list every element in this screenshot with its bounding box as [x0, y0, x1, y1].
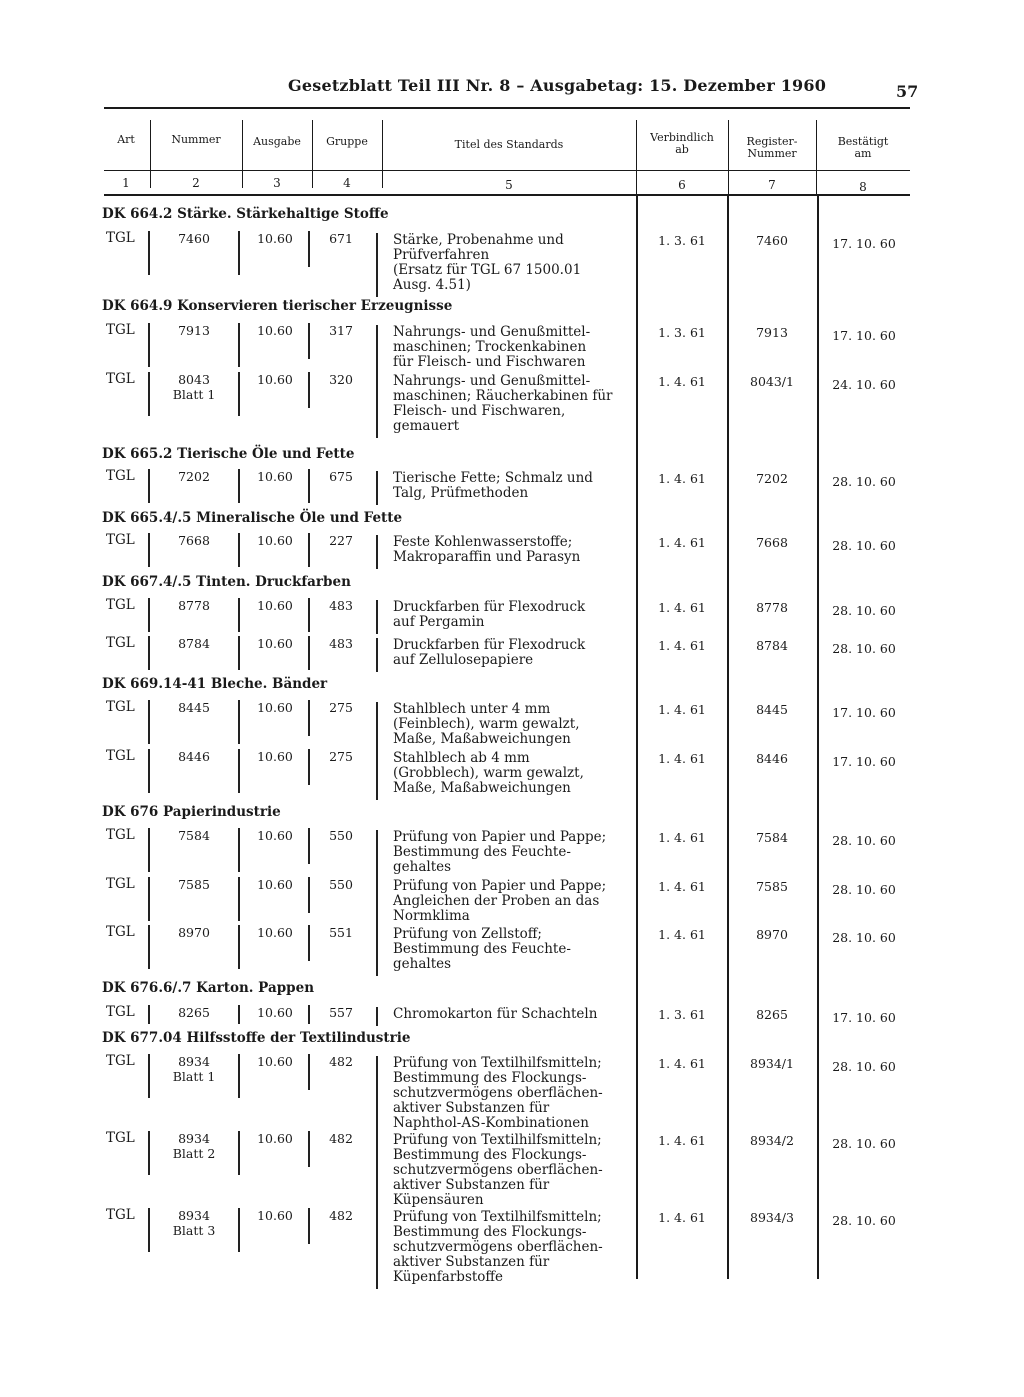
row-verbindlich: 1. 4. 61	[658, 830, 706, 845]
row-verbindlich: 1. 4. 61	[658, 535, 706, 550]
cell-divider	[308, 1208, 310, 1244]
row-bestaetigt: 17. 10. 60	[832, 1010, 896, 1025]
row-nummer: 7202	[178, 469, 210, 484]
cell-divider	[148, 372, 150, 416]
cell-divider	[238, 700, 240, 744]
row-titel: Stahlblech unter 4 mm (Feinblech), warm gewalzt, Maße, Maßabweichungen	[393, 701, 580, 747]
row-ausgabe: 10.60	[257, 598, 293, 613]
row-register: 8265	[756, 1007, 788, 1022]
cell-divider	[308, 323, 310, 359]
row-ausgabe: 10.60	[257, 1005, 293, 1020]
row-nummer: 8446	[178, 749, 210, 764]
row-titel: Tierische Fette; Schmalz und Talg, Prüfmethoden	[393, 470, 593, 501]
row-ausgabe: 10.60	[257, 469, 293, 484]
col-number-1: 1	[122, 176, 130, 190]
row-gruppe: 675	[329, 469, 353, 484]
row-art: TGL	[106, 322, 135, 338]
row-nummer: 7913	[178, 323, 210, 338]
row-ausgabe: 10.60	[257, 828, 293, 843]
cell-divider	[238, 877, 240, 921]
row-bestaetigt: 28. 10. 60	[832, 1136, 896, 1151]
row-bestaetigt: 24. 10. 60	[832, 377, 896, 392]
row-nummer: 8970	[178, 925, 210, 940]
row-gruppe: 227	[329, 533, 353, 548]
col-header-ausgabe: Ausgabe	[253, 135, 301, 148]
section-title: DK 665.2 Tierische Öle und Fette	[102, 446, 355, 462]
section-title: DK 669.14-41 Bleche. Bänder	[102, 676, 328, 692]
cell-divider	[238, 828, 240, 872]
row-bestaetigt: 17. 10. 60	[832, 236, 896, 251]
row-art: TGL	[106, 748, 135, 764]
row-ausgabe: 10.60	[257, 323, 293, 338]
row-ausgabe: 10.60	[257, 700, 293, 715]
row-art: TGL	[106, 597, 135, 613]
cell-divider	[308, 372, 310, 408]
cell-divider	[308, 1005, 310, 1024]
section-title: DK 664.2 Stärke. Stärkehaltige Stoffe	[102, 206, 389, 222]
row-ausgabe: 10.60	[257, 877, 293, 892]
cell-divider	[148, 828, 150, 872]
row-bestaetigt: 28. 10. 60	[832, 1213, 896, 1228]
row-titel: Prüfung von Papier und Pappe; Bestimmung des Feuchte- gehaltes	[393, 829, 607, 875]
cell-divider	[148, 1208, 150, 1252]
col-number-7: 7	[768, 178, 776, 192]
row-art: TGL	[106, 532, 135, 548]
row-nummer: 8934 Blatt 2	[172, 1131, 216, 1161]
row-bestaetigt: 28. 10. 60	[832, 603, 896, 618]
cell-divider	[148, 598, 150, 632]
cell-divider	[148, 533, 150, 567]
cell-divider	[238, 925, 240, 969]
cell-divider	[148, 700, 150, 744]
cell-divider	[376, 927, 378, 976]
row-verbindlich: 1. 4. 61	[658, 638, 706, 653]
row-gruppe: 483	[329, 636, 353, 651]
row-gruppe: 557	[329, 1005, 353, 1020]
col-header-register: Register- Nummer	[746, 135, 798, 160]
row-nummer: 8043 Blatt 1	[172, 372, 216, 402]
row-titel: Nahrungs- und Genußmittel- maschinen; Trockenkabinen für Fleisch- und Fischwaren	[393, 324, 591, 370]
cell-divider	[148, 323, 150, 367]
row-titel: Stahlblech ab 4 mm (Grobblech), warm gewalzt, Maße, Maßabweichungen	[393, 750, 584, 796]
cell-divider	[376, 325, 378, 374]
cell-divider	[308, 598, 310, 632]
row-titel: Druckfarben für Flexodruck auf Zellulosepapiere	[393, 637, 586, 668]
row-gruppe: 671	[329, 231, 353, 246]
row-verbindlich: 1. 4. 61	[658, 927, 706, 942]
row-art: TGL	[106, 1004, 135, 1020]
cell-divider	[238, 636, 240, 670]
row-titel: Prüfung von Textilhilfsmitteln; Bestimmung des Flockungs- schutzvermögens oberflächen- aktiver Substanzen für Küpenfarbstoffe	[393, 1209, 603, 1285]
row-gruppe: 482	[329, 1131, 353, 1146]
row-titel: Chromokarton für Schachteln	[393, 1006, 598, 1022]
row-nummer: 7585	[178, 877, 210, 892]
section-title: DK 676.6/.7 Karton. Pappen	[102, 980, 315, 996]
cell-divider	[238, 1208, 240, 1252]
row-gruppe: 483	[329, 598, 353, 613]
cell-divider	[238, 1005, 240, 1024]
cell-divider	[148, 469, 150, 503]
row-register: 8778	[756, 600, 788, 615]
row-register: 7584	[756, 830, 788, 845]
row-gruppe: 275	[329, 700, 353, 715]
col-header-gruppe: Gruppe	[326, 135, 368, 148]
row-gruppe: 482	[329, 1054, 353, 1069]
row-verbindlich: 1. 4. 61	[658, 879, 706, 894]
cell-divider	[238, 469, 240, 503]
cell-divider	[148, 749, 150, 793]
col-header-titel: Titel des Standards	[454, 138, 564, 151]
row-register: 8934/3	[750, 1210, 794, 1225]
row-ausgabe: 10.60	[257, 749, 293, 764]
row-nummer: 7668	[178, 533, 210, 548]
row-verbindlich: 1. 4. 61	[658, 374, 706, 389]
cell-divider	[308, 231, 310, 267]
row-art: TGL	[106, 699, 135, 715]
row-verbindlich: 1. 4. 61	[658, 751, 706, 766]
row-gruppe: 551	[329, 925, 353, 940]
row-register: 8934/1	[750, 1056, 794, 1071]
row-register: 8934/2	[750, 1133, 794, 1148]
row-gruppe: 550	[329, 877, 353, 892]
cell-divider	[308, 1131, 310, 1167]
row-bestaetigt: 17. 10. 60	[832, 754, 896, 769]
row-art: TGL	[106, 876, 135, 892]
row-verbindlich: 1. 3. 61	[658, 325, 706, 340]
cell-divider	[376, 535, 378, 569]
row-art: TGL	[106, 1053, 135, 1069]
row-nummer: 8778	[178, 598, 210, 613]
cell-divider	[376, 879, 378, 928]
cell-divider	[376, 830, 378, 879]
cell-divider	[238, 231, 240, 275]
cell-divider	[148, 1131, 150, 1175]
cell-divider	[376, 751, 378, 800]
cell-divider	[148, 1054, 150, 1098]
col-header-verbindlich: Verbindlich ab	[650, 131, 714, 156]
row-ausgabe: 10.60	[257, 231, 293, 246]
row-art: TGL	[106, 371, 135, 387]
col-number-8: 8	[859, 180, 867, 194]
cell-divider	[148, 636, 150, 670]
row-bestaetigt: 17. 10. 60	[832, 328, 896, 343]
cell-divider	[376, 374, 378, 438]
cell-divider	[238, 1131, 240, 1175]
row-ausgabe: 10.60	[257, 372, 293, 387]
cell-divider	[376, 638, 378, 672]
row-verbindlich: 1. 3. 61	[658, 233, 706, 248]
row-register: 7460	[756, 233, 788, 248]
row-nummer: 7460	[178, 231, 210, 246]
cell-divider	[238, 372, 240, 416]
cell-divider	[238, 749, 240, 793]
col-header-bestaetigt: Bestätigt am	[837, 135, 889, 160]
cell-divider	[308, 469, 310, 503]
row-register: 8445	[756, 702, 788, 717]
col-number-2: 2	[192, 176, 200, 190]
col-number-6: 6	[678, 178, 686, 192]
row-gruppe: 550	[329, 828, 353, 843]
row-bestaetigt: 28. 10. 60	[832, 1059, 896, 1074]
row-register: 7585	[756, 879, 788, 894]
row-register: 8970	[756, 927, 788, 942]
row-ausgabe: 10.60	[257, 636, 293, 651]
cell-divider	[148, 1005, 150, 1024]
row-nummer: 8934 Blatt 1	[172, 1054, 216, 1084]
row-bestaetigt: 28. 10. 60	[832, 833, 896, 848]
row-titel: Feste Kohlenwasserstoffe; Makroparaffin und Parasyn	[393, 534, 581, 565]
row-art: TGL	[106, 1207, 135, 1223]
col-number-5: 5	[505, 178, 513, 192]
cell-divider	[376, 471, 378, 505]
row-bestaetigt: 28. 10. 60	[832, 474, 896, 489]
row-nummer: 7584	[178, 828, 210, 843]
row-titel: Stärke, Probenahme und Prüfverfahren (Ersatz für TGL 67 1500.01 Ausg. 4.51)	[393, 232, 582, 293]
row-nummer: 8265	[178, 1005, 210, 1020]
row-verbindlich: 1. 4. 61	[658, 1210, 706, 1225]
cell-divider	[148, 925, 150, 969]
row-nummer: 8934 Blatt 3	[172, 1208, 216, 1238]
row-titel: Druckfarben für Flexodruck auf Pergamin	[393, 599, 586, 630]
row-verbindlich: 1. 4. 61	[658, 1056, 706, 1071]
row-titel: Prüfung von Zellstoff; Bestimmung des Feuchte- gehaltes	[393, 926, 571, 972]
row-register: 8784	[756, 638, 788, 653]
row-art: TGL	[106, 230, 135, 246]
cell-divider	[148, 231, 150, 275]
cell-divider	[376, 1056, 378, 1135]
cell-divider	[308, 700, 310, 736]
cell-divider	[308, 877, 310, 913]
row-verbindlich: 1. 4. 61	[658, 600, 706, 615]
row-art: TGL	[106, 468, 135, 484]
row-titel: Nahrungs- und Genußmittel- maschinen; Räucherkabinen für Fleisch- und Fischwaren, gemauert	[393, 373, 613, 434]
page-title: Gesetzblatt Teil III Nr. 8 – Ausgabetag: 15. Dezember 1960	[288, 76, 827, 95]
cell-divider	[376, 702, 378, 751]
section-title: DK 677.04 Hilfsstoffe der Textilindustrie	[102, 1030, 411, 1046]
row-bestaetigt: 28. 10. 60	[832, 538, 896, 553]
row-gruppe: 317	[329, 323, 353, 338]
cell-divider	[376, 233, 378, 297]
cell-divider	[376, 1007, 378, 1026]
row-verbindlich: 1. 3. 61	[658, 1007, 706, 1022]
row-ausgabe: 10.60	[257, 533, 293, 548]
row-ausgabe: 10.60	[257, 925, 293, 940]
cell-divider	[308, 749, 310, 785]
cell-divider	[376, 600, 378, 634]
cell-divider	[376, 1133, 378, 1212]
row-bestaetigt: 28. 10. 60	[832, 930, 896, 945]
row-register: 7668	[756, 535, 788, 550]
section-title: DK 676 Papierindustrie	[102, 804, 281, 820]
cell-divider	[308, 925, 310, 961]
row-ausgabe: 10.60	[257, 1208, 293, 1223]
cell-divider	[308, 828, 310, 864]
row-ausgabe: 10.60	[257, 1131, 293, 1146]
section-title: DK 667.4/.5 Tinten. Druckfarben	[102, 574, 351, 590]
col-header-art: Art	[117, 133, 135, 146]
row-gruppe: 482	[329, 1208, 353, 1223]
cell-divider	[238, 1054, 240, 1098]
cell-divider	[148, 877, 150, 921]
row-verbindlich: 1. 4. 61	[658, 1133, 706, 1148]
row-verbindlich: 1. 4. 61	[658, 471, 706, 486]
row-gruppe: 275	[329, 749, 353, 764]
cell-divider	[308, 533, 310, 567]
col-number-4: 4	[343, 176, 351, 190]
cell-divider	[238, 598, 240, 632]
cell-divider	[376, 1210, 378, 1289]
row-titel: Prüfung von Textilhilfsmitteln; Bestimmung des Flockungs- schutzvermögens oberflächen- aktiver Substanzen für Küpensäuren	[393, 1132, 603, 1208]
row-register: 7913	[756, 325, 788, 340]
section-title: DK 664.9 Konservieren tierischer Erzeugnisse	[102, 298, 453, 314]
col-number-3: 3	[273, 176, 281, 190]
row-art: TGL	[106, 924, 135, 940]
section-title: DK 665.4/.5 Mineralische Öle und Fette	[102, 510, 403, 526]
row-bestaetigt: 28. 10. 60	[832, 882, 896, 897]
row-nummer: 8445	[178, 700, 210, 715]
cell-divider	[308, 636, 310, 670]
page-number: 57	[896, 82, 919, 101]
row-nummer: 8784	[178, 636, 210, 651]
row-gruppe: 320	[329, 372, 353, 387]
row-register: 8043/1	[750, 374, 794, 389]
row-ausgabe: 10.60	[257, 1054, 293, 1069]
row-verbindlich: 1. 4. 61	[658, 702, 706, 717]
cell-divider	[308, 1054, 310, 1090]
row-art: TGL	[106, 827, 135, 843]
row-art: TGL	[106, 1130, 135, 1146]
row-register: 8446	[756, 751, 788, 766]
row-bestaetigt: 28. 10. 60	[832, 641, 896, 656]
cell-divider	[238, 533, 240, 567]
cell-divider	[238, 323, 240, 367]
row-titel: Prüfung von Papier und Pappe; Angleichen der Proben an das Normklima	[393, 878, 607, 924]
row-art: TGL	[106, 635, 135, 651]
row-titel: Prüfung von Textilhilfsmitteln; Bestimmung des Flockungs- schutzvermögens oberflächen- aktiver Substanzen für Naphthol-AS-Kombinationen	[393, 1055, 603, 1131]
col-header-nummer: Nummer	[171, 133, 221, 146]
row-register: 7202	[756, 471, 788, 486]
row-bestaetigt: 17. 10. 60	[832, 705, 896, 720]
